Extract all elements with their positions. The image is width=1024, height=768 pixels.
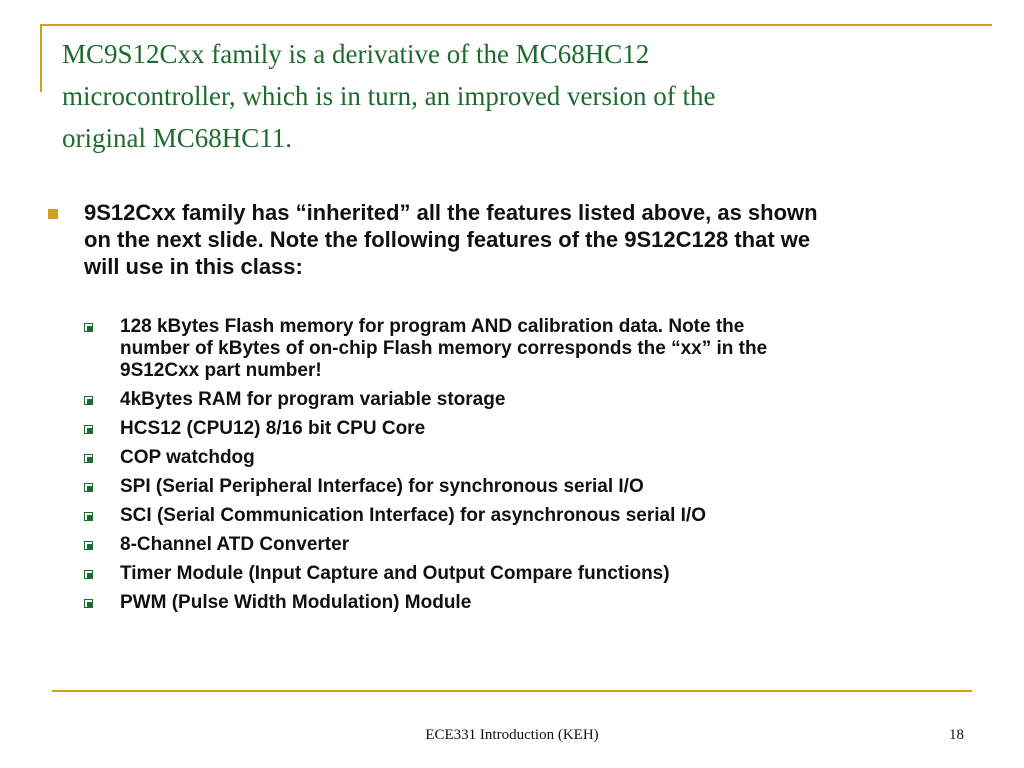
main-bullet-text: [84, 199, 998, 280]
checkbox-bullet-icon: [84, 425, 93, 434]
list-item-line: 9S12Cxx part number!: [120, 360, 322, 381]
checkbox-bullet-icon: [84, 396, 93, 405]
list-item: [84, 534, 984, 556]
list-item-text: [120, 316, 984, 382]
list-item-line: SCI (Serial Communication Interface) for asynchronous serial I/O: [120, 505, 706, 526]
checkbox-bullet-icon: [84, 599, 93, 608]
list-item-text: [120, 505, 984, 527]
list-item-text: [120, 476, 984, 498]
feature-list: [84, 316, 984, 621]
slide-title: [62, 33, 992, 159]
list-item-text: [120, 418, 984, 440]
list-item-text: [120, 447, 984, 469]
checkbox-bullet-icon: [84, 512, 93, 521]
list-item-line: SPI (Serial Peripheral Interface) for synchronous serial I/O: [120, 476, 644, 497]
checkbox-bullet-icon: [84, 570, 93, 579]
list-item-line: 8-Channel ATD Converter: [120, 534, 350, 555]
list-item: [84, 316, 984, 382]
list-item: [84, 447, 984, 469]
list-item-line: HCS12 (CPU12) 8/16 bit CPU Core: [120, 418, 426, 439]
list-item-text: [120, 563, 984, 585]
list-item: [84, 592, 984, 614]
list-item-line: 128 kBytes Flash memory for program AND calibration data. Note the: [120, 316, 745, 337]
list-item: [84, 418, 984, 440]
checkbox-bullet-icon: [84, 541, 93, 550]
list-item: [84, 505, 984, 527]
footer-text: ECE331 Introduction (KEH): [425, 727, 599, 743]
title-line: microcontroller, which is in turn, an improved version of the: [62, 81, 716, 111]
list-item-text: [120, 534, 984, 556]
bottom-rule: [52, 690, 972, 692]
checkbox-bullet-icon: [84, 454, 93, 463]
left-rule: [40, 24, 42, 92]
title-line: MC9S12Cxx family is a derivative of the MC68HC12: [62, 39, 650, 69]
list-item-text: [120, 592, 984, 614]
title-line: original MC68HC11.: [62, 123, 293, 153]
list-item-text: [120, 389, 984, 411]
list-item: [84, 476, 984, 498]
list-item: [84, 389, 984, 411]
checkbox-bullet-icon: [84, 483, 93, 492]
list-item-line: Timer Module (Input Capture and Output Compare functions): [120, 563, 670, 584]
list-item-line: COP watchdog: [120, 447, 255, 468]
list-item-line: number of kBytes of on-chip Flash memory corresponds the “xx” in the: [120, 338, 768, 359]
list-item-line: PWM (Pulse Width Modulation) Module: [120, 592, 472, 613]
checkbox-bullet-icon: [84, 323, 93, 332]
footer: [0, 727, 1024, 745]
square-bullet-icon: [48, 209, 58, 219]
list-item-line: 4kBytes RAM for program variable storage: [120, 389, 506, 410]
main-bullet-line: on the next slide. Note the following features of the 9S12C128 that we: [84, 227, 811, 252]
list-item: [84, 563, 984, 585]
main-bullet-line: 9S12Cxx family has “inherited” all the features listed above, as shown: [84, 200, 818, 225]
page-number: 18: [949, 727, 964, 743]
top-rule: [40, 24, 992, 26]
main-bullet-line: will use in this class:: [84, 254, 303, 279]
